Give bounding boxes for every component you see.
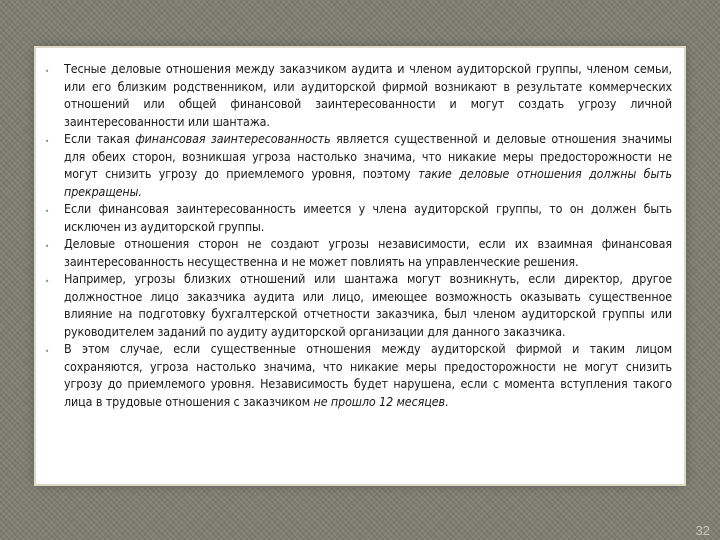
bullet-marker-icon: •	[45, 347, 50, 356]
bullet-text-italic: финансовая заинтересованность	[135, 131, 331, 146]
bullet-text: Например, угрозы близких отношений или шантажа могут возникнуть, если директор, другое должностное лицо заказчика аудита или лицо, имеющее возможность оказывать существенное влияние на подготовку бухгалтерской отчетности заказчика, был членом аудиторской группы или руководителем заданий по аудиту аудиторской организации для данного заказчика.	[64, 271, 672, 339]
bullet-text: Если такая	[64, 131, 136, 146]
bullet-marker-icon: •	[45, 277, 50, 286]
list-item	[36, 60, 684, 130]
bullet-text-italic: такие деловые отношения должны быть прекращены.	[64, 166, 673, 199]
bullet-marker-icon: •	[45, 207, 50, 216]
bullet-text-italic: не прошло 12 месяцев	[313, 393, 445, 409]
slide-content-frame	[36, 48, 684, 484]
bullet-marker-icon: •	[45, 67, 50, 76]
list-item	[36, 235, 684, 270]
bullet-marker-icon: •	[45, 242, 50, 251]
bullet-text: Если финансовая заинтересованность имеется у члена аудиторской группы, то он должен быть исключен из аудиторской группы.	[64, 201, 672, 234]
bullet-list	[36, 60, 684, 410]
bullet-marker-icon: •	[45, 137, 50, 146]
bullet-text: является существенной и деловые отношения значимы для обеих сторон, возникшая угроза настолько значима, что никакие меры предосторожности не могут снизить угрозу до приемлемого уровня, поэтому	[64, 131, 673, 181]
list-item	[36, 130, 684, 200]
list-item	[36, 340, 684, 410]
bullet-text: Тесные деловые отношения между заказчиком аудита и членом аудиторской группы, членом семьи, или его близким родственником, или аудиторской фирмой возникают в результате коммерческих отношений или общей финансовой заинтересованности и могут создать угрозу личной заинтересованности или шантажа.	[64, 61, 672, 129]
bullet-text: Деловые отношения сторон не создают угрозы независимости, если их взаимная финансовая заинтересованность несущественна и не может повлиять на управленческие решения.	[64, 236, 672, 269]
bullet-text: .	[444, 393, 449, 409]
slide-number: 32	[695, 523, 710, 538]
bullet-text: В этом случае, если существенные отношения между аудиторской фирмой и таким лицом сохраняются, угроза настолько значима, что никакие меры предосторожности не могут снизить угрозу до приемлемого уровня. Независимость будет нарушена, если с момента вступления такого лица в трудовые отношения с заказчиком	[64, 341, 672, 409]
list-item	[36, 200, 684, 235]
list-item	[36, 270, 684, 340]
